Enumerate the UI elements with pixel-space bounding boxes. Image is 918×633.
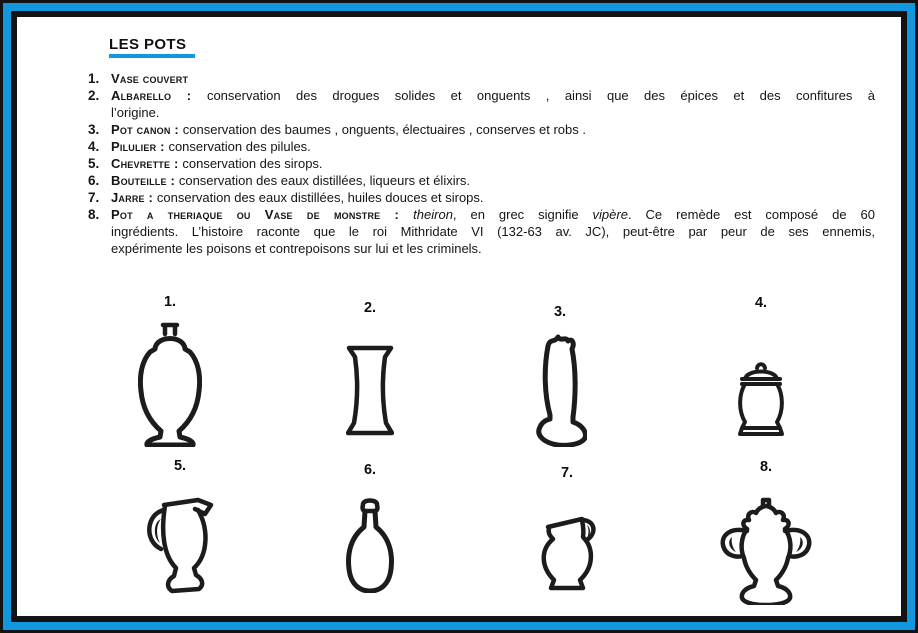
list-item-pot-canon [88,121,875,138]
list-item-chevrette [88,155,875,172]
item-desc: , en grec signifie [452,207,593,222]
item-separator: : [171,88,207,103]
item-text [111,121,875,138]
figure-number: 2. [363,300,377,316]
item-number: 5. [88,156,100,171]
item-number: 2. [88,88,100,103]
jarre-icon [537,512,597,594]
list-item-bouteille [88,172,875,189]
item-text [111,70,875,87]
item-desc: conservation des eaux distillées, huiles douces et sirops. [156,190,484,205]
vase-couvert-icon [138,321,202,447]
item-desc: conservation des drogues solides et onguents , ainsi que des épices et des confitures à [206,88,876,103]
albarello-icon [346,345,394,437]
item-text [111,155,875,172]
list-item-jarre [88,189,875,206]
list-item-pot-a-theriaque [88,206,875,257]
list-item-pilulier [88,138,875,155]
item-text [111,189,875,206]
list-item-vase-couvert [88,70,875,87]
item-separator: : [170,122,183,137]
document-page [11,11,907,622]
item-desc: ingrédients. L’histoire raconte que le roi Mithridate VI (132-63 av. JC), peut-être par peur de ses ennemis, [111,224,875,239]
figure-bouteille [300,461,440,593]
figure-vase-couvert [100,293,240,447]
figure-pot-a-theriaque [696,458,836,605]
figure-number: 5. [173,458,187,474]
item-desc: theiron [413,207,453,222]
figure-number: 7. [560,465,574,481]
figure-number: 1. [163,294,177,310]
item-line [111,240,875,257]
item-desc: conservation des baumes , onguents, électuaires , conserves et robs . [182,122,586,137]
pot-a-theriaque-icon [720,497,812,605]
item-desc: conservation des sirops. [182,156,323,171]
item-desc: conservation des eaux distillées, liqueurs et élixirs. [178,173,471,188]
item-desc: l’origine. [111,105,160,120]
item-line [111,223,875,240]
item-term: Pot canon [111,122,171,137]
list-item-albarello [88,87,875,121]
item-line [111,104,875,121]
bouteille-icon [344,497,396,593]
item-line [111,87,875,104]
item-text [111,138,875,155]
item-term: Chevrette [111,156,171,171]
item-number: 3. [88,122,100,137]
item-desc: vipère [592,207,628,222]
item-number: 4. [88,139,100,154]
item-number: 8. [88,207,100,222]
chevrette-icon [142,493,218,595]
item-number: 6. [88,173,100,188]
item-number: 7. [88,190,100,205]
figure-chevrette [110,457,250,595]
item-separator: : [144,190,157,205]
item-text [111,172,875,189]
figure-number: 6. [363,462,377,478]
pot-canon-icon [533,333,587,447]
item-term: Vase couvert [111,71,189,86]
item-desc: conservation des pilules. [168,139,311,154]
pilulier-icon [736,362,786,440]
item-term: Jarre [111,190,145,205]
title-row [109,36,901,58]
figure-albarello [300,299,440,437]
item-separator: : [166,173,179,188]
blue-frame [3,3,915,630]
item-term: Albarello [111,88,172,103]
figure-number: 4. [754,295,768,311]
item-separator: : [380,207,414,222]
figure-pilulier [691,294,831,440]
item-separator: : [170,156,183,171]
figure-number: 8. [759,459,773,475]
item-line [111,206,875,223]
item-text [111,87,875,121]
item-desc: expérimente les poisons et contrepoisons sur lui et les criminels. [111,241,482,256]
figure-jarre [497,464,637,594]
figure-pot-canon [490,303,630,447]
item-text [111,206,875,257]
pots-glossary-list [88,70,875,257]
item-desc: . Ce remède est composé de 60 [627,207,875,222]
item-term: Pot a theriaque ou Vase de monstre [111,207,381,222]
item-number: 1. [88,71,100,86]
item-term: Bouteille [111,173,167,188]
item-separator: : [156,139,169,154]
item-term: Pilulier [111,139,157,154]
figure-number: 3. [553,304,567,320]
page-title: LES POTS [109,36,195,58]
